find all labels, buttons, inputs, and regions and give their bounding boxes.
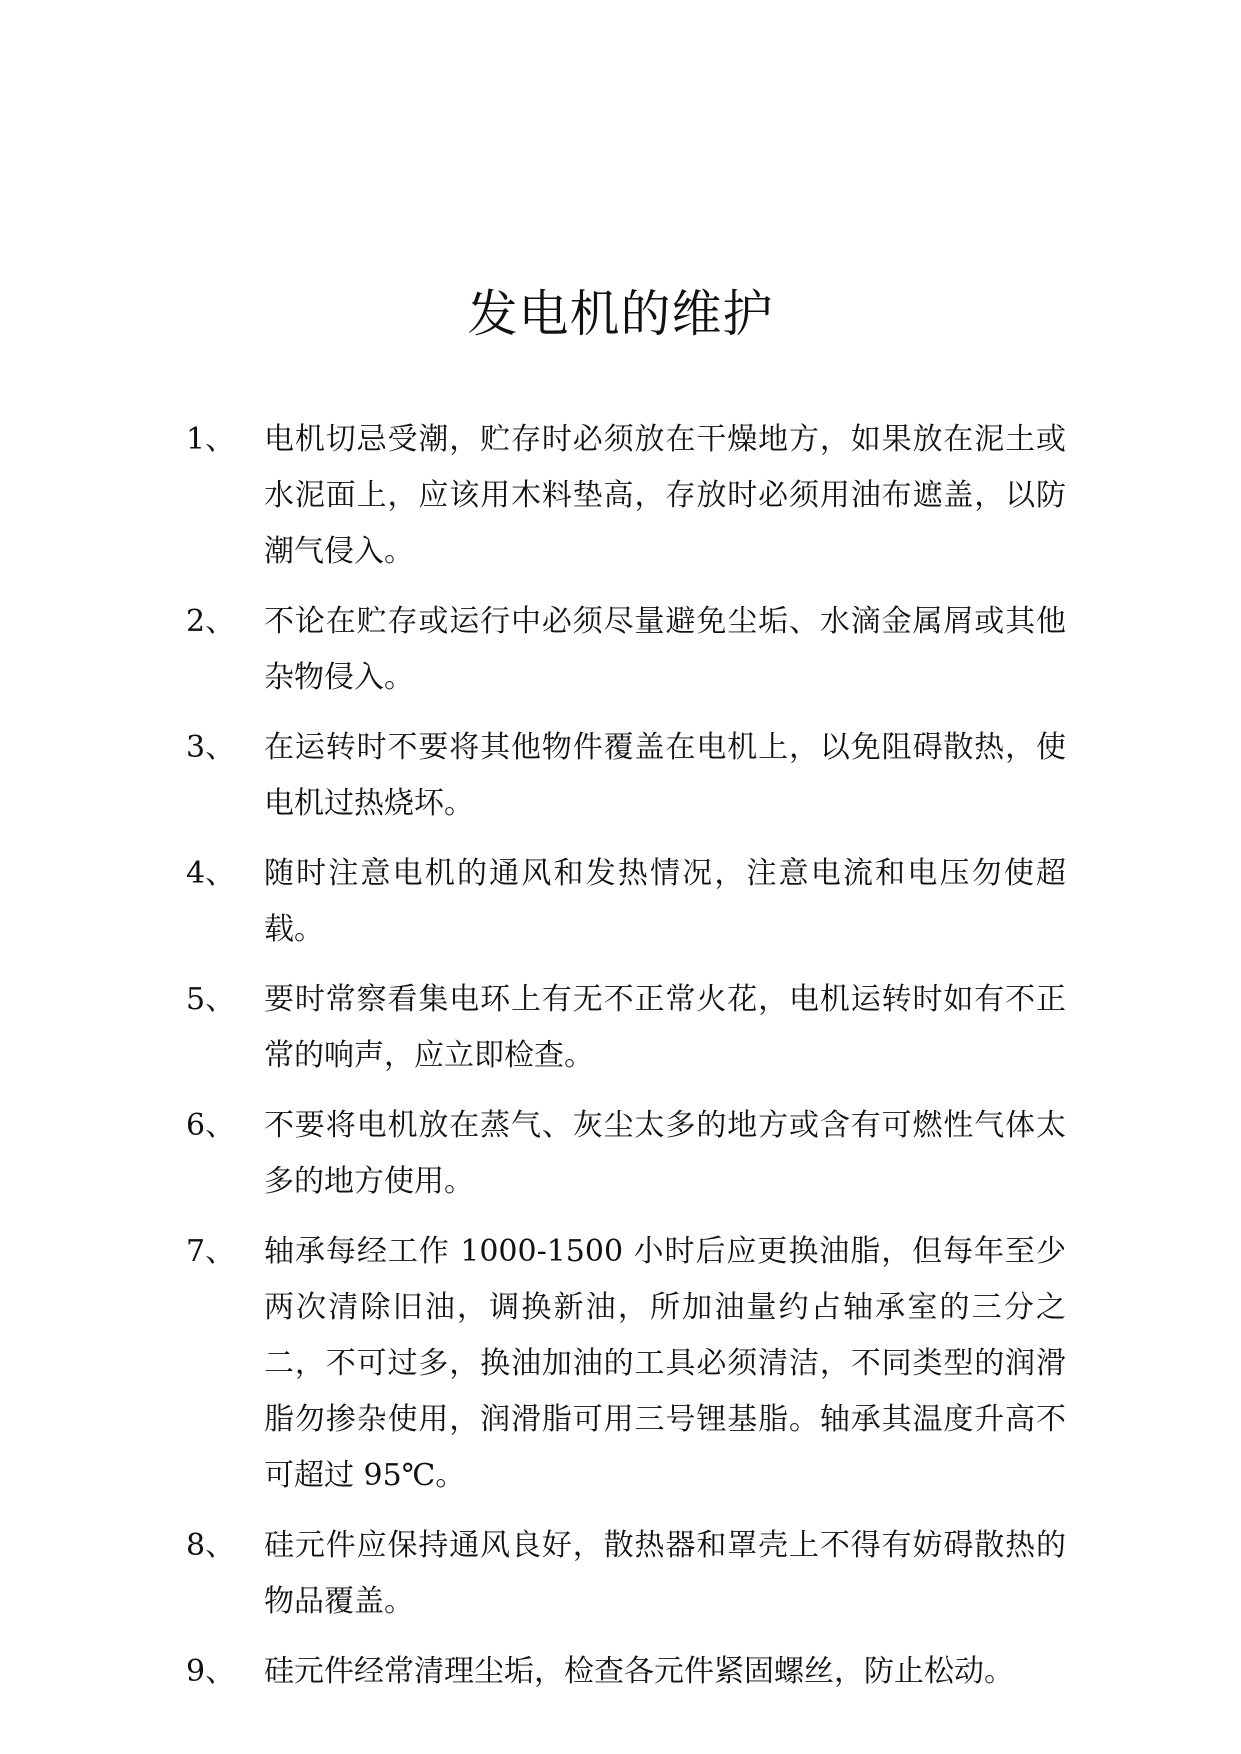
list-item [186, 720, 1066, 832]
list-item [186, 594, 1066, 706]
list-item-number: 3、 [186, 730, 236, 765]
list-item-text: 硅元件应保持通风良好，散热器和罩壳上不得有妨碍散热的物品覆盖。 [264, 1528, 1066, 1619]
list-item-number: 7、 [186, 1234, 236, 1269]
list-item [186, 1644, 1066, 1700]
list-item [186, 1224, 1066, 1504]
list-item-number: 8、 [186, 1528, 236, 1563]
list-item-number: 6、 [186, 1108, 236, 1143]
list-item [186, 1518, 1066, 1630]
list-item-number: 1、 [186, 422, 236, 457]
list-item [186, 412, 1066, 580]
list-item [186, 846, 1066, 958]
list-item-text: 轴承每经工作 1000-1500 小时后应更换油脂，但每年至少两次清除旧油，调换新油，所加油量约占轴承室的三分之二，不可过多，换油加油的工具必须清洁，不同类型的润滑脂勿掺杂使用，润滑脂可用三号锂基脂。轴承其温度升高不可超过 95℃。 [264, 1234, 1066, 1493]
list-item-text: 不要将电机放在蒸气、灰尘太多的地方或含有可燃性气体太多的地方使用。 [264, 1108, 1066, 1199]
list-item-text: 硅元件经常清理尘垢，检查各元件紧固螺丝，防止松动。 [264, 1654, 1014, 1689]
list-item [186, 972, 1066, 1084]
list-item-text: 随时注意电机的通风和发热情况，注意电流和电压勿使超载。 [264, 856, 1066, 947]
list-item-number: 5、 [186, 982, 236, 1017]
page-title: 发电机的维护 [467, 285, 774, 343]
list-item-text: 要时常察看集电环上有无不正常火花，电机运转时如有不正常的响声，应立即检查。 [264, 982, 1066, 1073]
list-item-number: 4、 [186, 856, 236, 891]
list-item-text: 不论在贮存或运行中必须尽量避免尘垢、水滴金属屑或其他杂物侵入。 [264, 604, 1066, 695]
list-item-text: 电机切忌受潮，贮存时必须放在干燥地方，如果放在泥土或水泥面上，应该用木料垫高，存放时必须用油布遮盖，以防潮气侵入。 [264, 422, 1066, 569]
list-item-number: 9、 [186, 1654, 236, 1689]
list-item-number: 2、 [186, 604, 236, 639]
list-item [186, 1098, 1066, 1210]
list-item-text: 在运转时不要将其他物件覆盖在电机上，以免阻碍散热，使电机过热烧坏。 [264, 730, 1066, 821]
maintenance-list [186, 412, 1066, 1714]
